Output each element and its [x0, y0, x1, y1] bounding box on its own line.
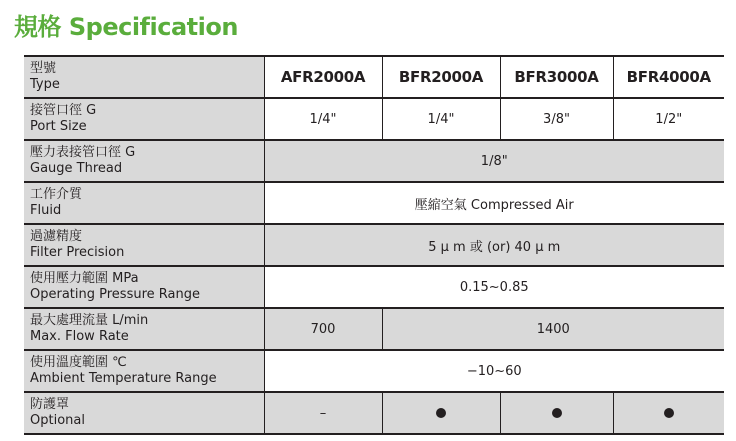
filled-circle-icon [552, 408, 562, 418]
optional-dash: – [264, 392, 382, 434]
optional-cell [613, 392, 724, 434]
table-row [24, 266, 724, 308]
row-label-en: Port Size [30, 119, 87, 134]
row-label-en: Gauge Thread [30, 161, 123, 176]
model-header: BFR3000A [500, 56, 613, 98]
row-label [24, 266, 264, 308]
port-size-value: 1/4" [382, 98, 500, 140]
table-row [24, 350, 724, 392]
row-label-en: Ambient Temperature Range [30, 371, 217, 386]
port-size-value: 1/2" [613, 98, 724, 140]
port-size-value: 3/8" [500, 98, 613, 140]
row-label-zh: 最大處理流量 L/min [30, 313, 149, 328]
table-header-row [24, 56, 724, 98]
port-size-value: 1/4" [264, 98, 382, 140]
specification-table [24, 55, 724, 435]
flow-rate-value: 700 [264, 308, 382, 350]
pressure-range-value: 0.15~0.85 [264, 266, 724, 308]
row-label [24, 182, 264, 224]
row-label-en: Max. Flow Rate [30, 329, 129, 344]
temperature-range-value: −10~60 [264, 350, 724, 392]
fluid-value: 壓縮空氣 Compressed Air [264, 182, 724, 224]
page-title: 規格 Specification [14, 13, 238, 41]
table-row [24, 140, 724, 182]
filled-circle-icon [436, 408, 446, 418]
type-label-zh: 型號 [30, 61, 57, 76]
type-label-en: Type [30, 77, 60, 92]
table-row [24, 224, 724, 266]
row-label [24, 392, 264, 434]
row-label-en: Optional [30, 413, 85, 428]
row-label-zh: 工作介質 [30, 187, 83, 202]
model-header: BFR2000A [382, 56, 500, 98]
optional-cell [500, 392, 613, 434]
row-label-en: Filter Precision [30, 245, 125, 260]
filled-circle-icon [664, 408, 674, 418]
table-row [24, 392, 724, 434]
row-label-zh: 壓力表接管口徑 G [30, 145, 136, 160]
type-label-cell [24, 56, 264, 98]
row-label-en: Operating Pressure Range [30, 287, 200, 302]
row-label [24, 140, 264, 182]
row-label [24, 224, 264, 266]
optional-cell [382, 392, 500, 434]
gauge-thread-value: 1/8" [264, 140, 724, 182]
filter-precision-value: 5 μ m 或 (or) 40 μ m [264, 224, 724, 266]
model-header: BFR4000A [613, 56, 724, 98]
table-row [24, 308, 724, 350]
table-row [24, 182, 724, 224]
row-label-zh: 接管口徑 G [30, 103, 97, 118]
row-label-en: Fluid [30, 203, 62, 218]
flow-rate-value: 1400 [382, 308, 724, 350]
row-label [24, 350, 264, 392]
row-label-zh: 防護罩 [30, 397, 70, 412]
row-label-zh: 使用溫度範圍 ℃ [30, 355, 127, 370]
row-label [24, 308, 264, 350]
row-label [24, 98, 264, 140]
model-header: AFR2000A [264, 56, 382, 98]
row-label-zh: 過濾精度 [30, 229, 83, 244]
table-row [24, 98, 724, 140]
row-label-zh: 使用壓力範圍 MPa [30, 271, 139, 286]
